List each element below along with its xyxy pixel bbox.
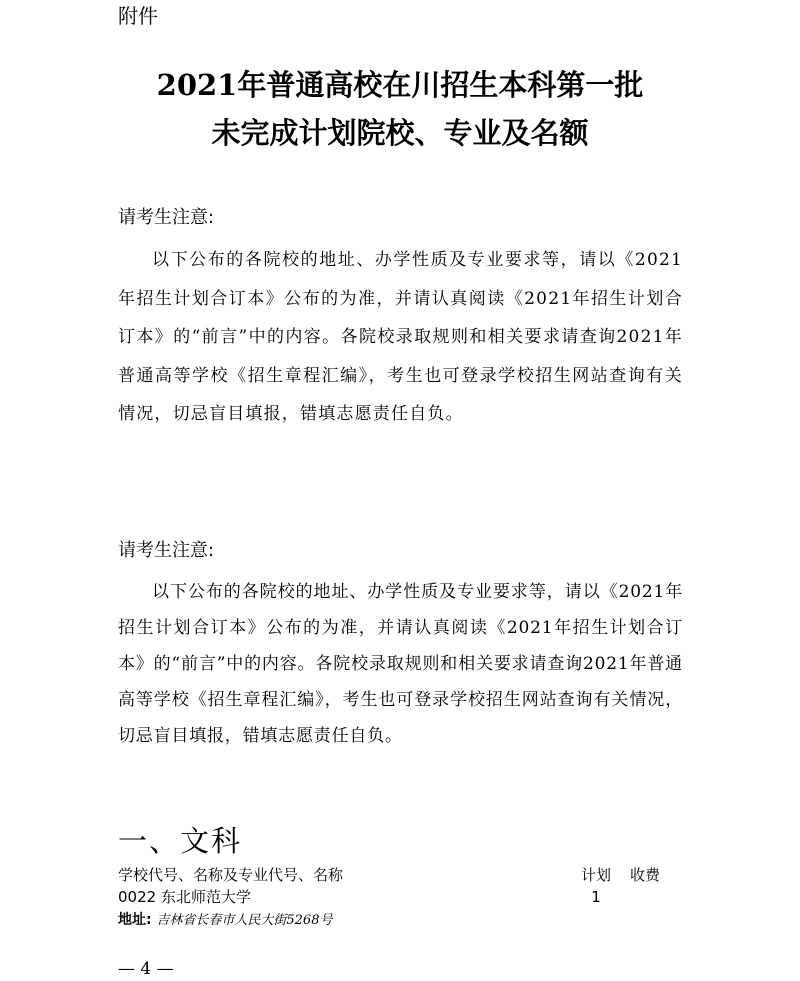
notice-heading-2: 请考生注意: bbox=[118, 540, 215, 561]
school-entry bbox=[118, 886, 251, 908]
notice-paragraph-2: 以下公布的各院校的地址、办学性质及专业要求等，请以《2021年招生计划合订本》公布的为准，并请认真阅读《2021年招生计划合订本》的“前言”中的内容。各院校录取规则和相关要求请查询2021年普通高等学校《招生章程汇编》，考生也可登录学校招生网站查询有关情况，切忌盲目填报，错填志愿责任自负。 bbox=[118, 582, 683, 746]
document-title-line-2: 未完成计划院校、专业及名额 bbox=[211, 116, 589, 150]
document-title-line-1: 2021年普通高校在川招生本科第一批 bbox=[156, 68, 644, 102]
address-label: 地址: bbox=[118, 912, 152, 928]
school-address bbox=[118, 908, 332, 932]
school-code: 0022 bbox=[118, 888, 157, 906]
notice-heading-1: 请考生注意: bbox=[118, 207, 215, 228]
notice-paragraph-1: 以下公布的各院校的地址、办学性质及专业要求等，请以《2021年招生计划合订本》公布的为准，并请认真阅读《2021年招生计划合订本》的“前言”中的内容。各院校录取规则和相关要求请查询2021年普通高等学校《招生章程汇编》，考生也可登录学校招生网站查询有关情况，切忌盲目填报，错填志愿责任自负。 bbox=[118, 250, 683, 424]
address-value: 吉林省长春市人民大街5268号 bbox=[156, 913, 333, 928]
column-header-plan: 计划 bbox=[580, 866, 611, 884]
column-header-school: 学校代号、名称及专业代号、名称 bbox=[118, 866, 344, 884]
school-name: 东北师范大学 bbox=[160, 888, 251, 906]
attachment-label: 附件 bbox=[118, 4, 158, 28]
page-number: — 4 — bbox=[118, 959, 174, 979]
column-header-fee: 收费 bbox=[629, 866, 660, 884]
section-title: 一、文科 bbox=[118, 824, 243, 858]
school-plan-count: 1 bbox=[591, 888, 601, 906]
